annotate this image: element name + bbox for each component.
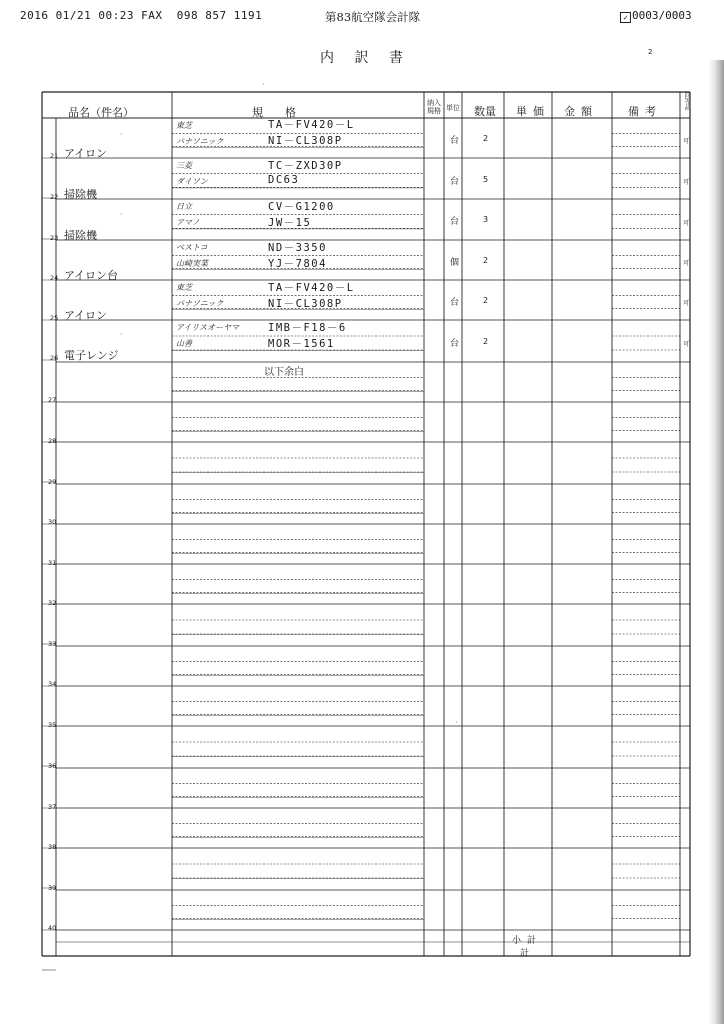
maker: パナソニック [176, 137, 224, 146]
row-number: 32 [48, 599, 57, 607]
model: CV－G1200 [268, 201, 335, 213]
unit: 台 [450, 177, 460, 187]
row-number: 26 [50, 354, 59, 362]
header-unit-price: 単価 [516, 105, 550, 118]
consent-mark: 可 [683, 341, 690, 348]
scan-speck: · [120, 130, 123, 139]
unit: 台 [450, 136, 460, 146]
item-name: アイロン [64, 309, 108, 322]
unit: 個 [450, 258, 460, 268]
row-number: 37 [48, 803, 57, 811]
header-spec: 規 格 [252, 106, 296, 119]
header-quantity: 数量 [474, 105, 496, 118]
total-label: 計 [520, 949, 536, 959]
scan-speck: · [262, 80, 265, 89]
row-number: 27 [48, 396, 57, 404]
scan-speck: · [120, 330, 123, 339]
maker: アマノ [176, 218, 200, 227]
item-name: 電子レンジ [64, 349, 119, 362]
model: NI－CL308P [268, 135, 343, 147]
page-title: 内 訳 書 [320, 50, 411, 66]
row-number: 31 [48, 559, 57, 567]
model: TC－ZXD30P [268, 160, 343, 172]
row-number: 39 [48, 884, 57, 892]
quantity: 2 [483, 256, 489, 265]
maker: 東芝 [176, 283, 192, 292]
row-number: 21 [50, 152, 59, 160]
unit: 台 [450, 339, 460, 349]
maker: 山崎実業 [176, 259, 208, 268]
consent-mark: 可 [683, 260, 690, 267]
row-number: 38 [48, 843, 57, 851]
consent-mark: 可 [683, 138, 690, 145]
consent-mark: 可 [683, 300, 690, 307]
model: YJ－7804 [268, 258, 327, 270]
below-blank-note: 以下余白 [264, 367, 304, 378]
header-remarks: 備考 [628, 105, 662, 118]
header-consent: 同等品 [683, 92, 690, 110]
model: IMB－F18－6 [268, 322, 347, 334]
maker: アイリスオーヤマ [176, 323, 240, 332]
item-name: アイロン [64, 147, 108, 160]
consent-mark: 可 [683, 220, 690, 227]
header-unit: 単位 [446, 104, 460, 112]
row-number: 22 [50, 193, 59, 201]
header-delivery: 納入規格 [427, 99, 441, 115]
model: ND－3350 [268, 242, 327, 254]
model: DC63 [268, 174, 300, 186]
row-number: 24 [50, 274, 59, 282]
maker: ベストコ [176, 243, 208, 252]
model: TA－FV420－L [268, 119, 355, 131]
unit: 台 [450, 298, 460, 308]
quantity: 2 [483, 296, 489, 305]
row-number: 25 [50, 314, 59, 322]
model: NI－CL308P [268, 298, 343, 310]
header-amount: 金額 [564, 105, 598, 118]
fax-number: 098 857 1191 [176, 9, 263, 22]
subtotal-label: 小計 [512, 936, 543, 946]
model: JW－15 [268, 217, 312, 229]
unit: 台 [450, 217, 460, 227]
fax-label: FAX [141, 9, 163, 22]
quantity: 3 [483, 215, 489, 224]
quantity: 5 [483, 175, 489, 184]
row-number: 36 [48, 762, 57, 770]
fax-check-icon: ✓ [620, 12, 631, 23]
model: TA－FV420－L [268, 282, 355, 294]
header-item: 品名（件名） [68, 106, 134, 119]
page-mark: 2 [648, 48, 653, 56]
scan-speck: · [120, 210, 123, 219]
quantity: 2 [483, 134, 489, 143]
row-number: 35 [48, 721, 57, 729]
model: MOR－1561 [268, 338, 335, 350]
row-number: 23 [50, 234, 59, 242]
quantity: 2 [483, 337, 489, 346]
fax-page-counter-value: 0003/0003 [632, 9, 692, 22]
row-number: 29 [48, 478, 57, 486]
item-name: 掃除機 [64, 229, 97, 242]
maker: ダイソン [176, 177, 208, 186]
consent-mark: 可 [683, 179, 690, 186]
fax-sender: 第83航空隊会計隊 [325, 10, 421, 24]
fax-datetime-value: 2016 01/21 00:23 [20, 9, 134, 22]
maker: 三菱 [176, 161, 192, 170]
item-name: アイロン台 [64, 269, 119, 282]
row-number: 40 [48, 924, 57, 932]
maker: 日立 [176, 202, 192, 211]
maker: 東芝 [176, 121, 192, 130]
maker: パナソニック [176, 299, 224, 308]
maker: 山善 [176, 339, 192, 348]
row-number: 33 [48, 640, 57, 648]
row-number: 34 [48, 680, 57, 688]
row-number: 30 [48, 518, 57, 526]
scan-speck: · [455, 718, 458, 727]
row-number: 28 [48, 437, 57, 445]
item-name: 掃除機 [64, 188, 97, 201]
